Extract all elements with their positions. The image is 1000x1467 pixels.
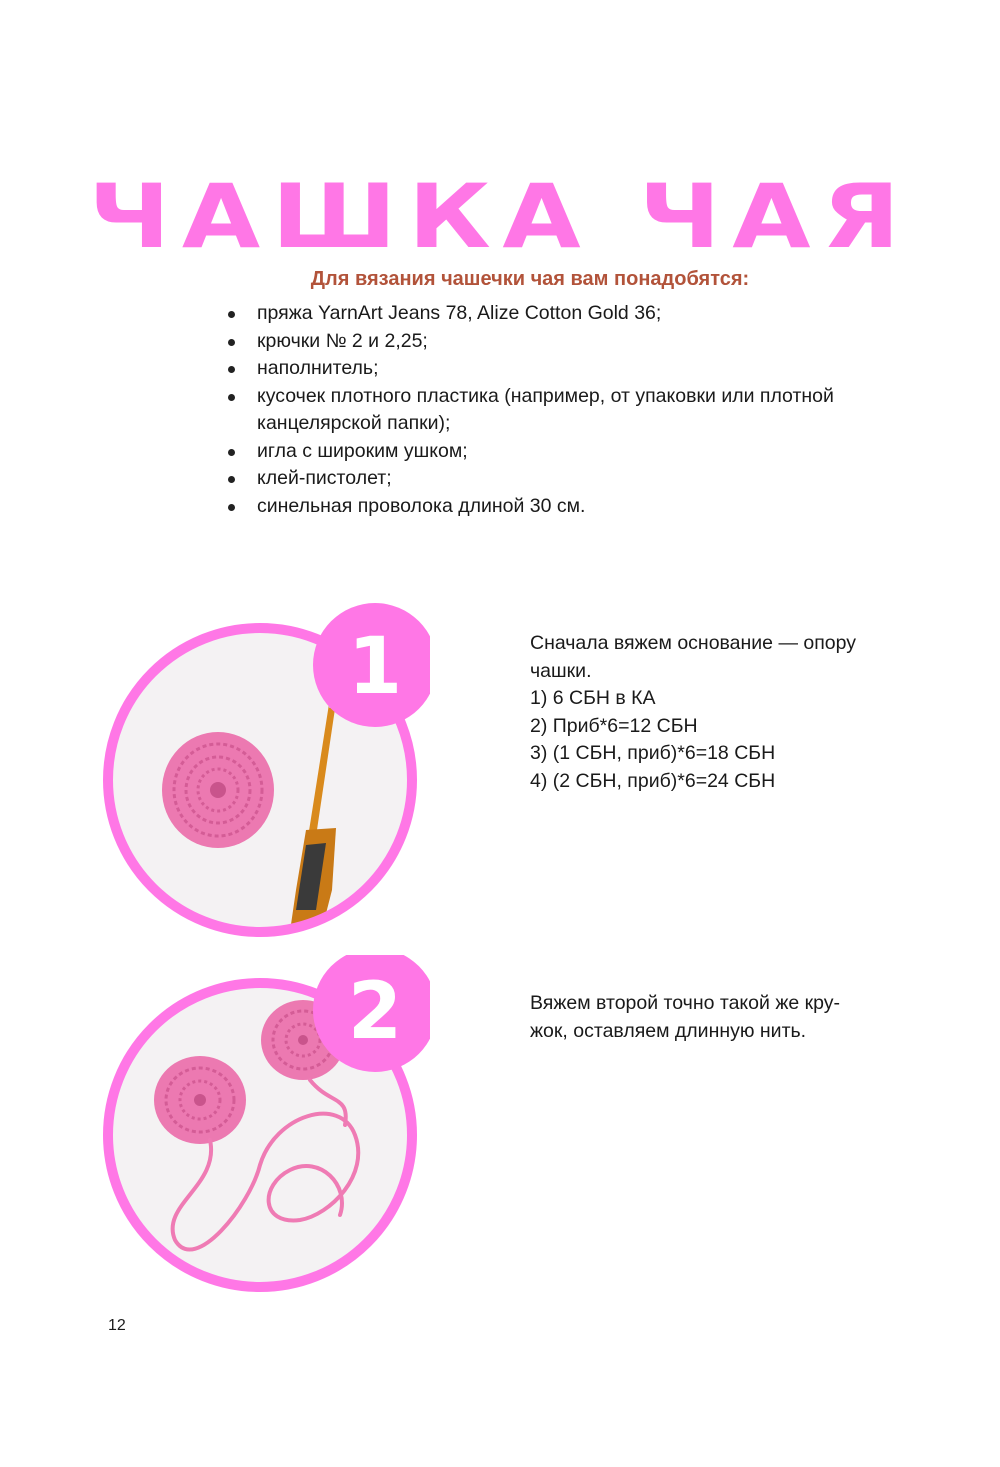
step-2-photo bbox=[100, 955, 430, 1300]
crochet-circle-image bbox=[154, 1056, 246, 1144]
materials-list bbox=[225, 300, 845, 520]
crochet-circle-image bbox=[162, 732, 274, 848]
page-title: ЧАШКА ЧАЯ bbox=[88, 165, 912, 268]
step-1-line: Сначала вяжем основание — опору bbox=[530, 632, 856, 654]
step-2-text bbox=[530, 990, 950, 1045]
step-1-text bbox=[530, 630, 950, 795]
list-item: клей-пистолет; bbox=[225, 465, 845, 493]
materials-heading: Для вязания чашечки чая вам понадобятся: bbox=[310, 268, 750, 290]
list-item: пряжа YarnArt Jeans 78, Alize Cotton Gold 36; bbox=[225, 300, 845, 328]
list-item: игла с широким ушком; bbox=[225, 438, 845, 466]
list-item: синельная проволока длиной 30 см. bbox=[225, 493, 845, 521]
step-1-line: 4) (2 СБН, приб)*6=24 СБН bbox=[530, 769, 776, 792]
step-1-number: 1 bbox=[347, 622, 403, 712]
step-1-line: 3) (1 СБН, приб)*6=18 СБН bbox=[530, 742, 776, 764]
step-1-photo bbox=[100, 600, 430, 945]
step-1-line: 2) Приб*6=12 СБН bbox=[530, 714, 698, 737]
page-number: 12 bbox=[108, 1317, 126, 1334]
step-1-line: чашки. bbox=[530, 659, 592, 682]
step-1-line: 1) 6 СБН в КА bbox=[530, 687, 656, 709]
list-item: крючки № 2 и 2,25; bbox=[225, 328, 845, 356]
list-item: наполнитель; bbox=[225, 355, 845, 383]
step-2-line: жок, оставляем длинную нить. bbox=[530, 1019, 807, 1042]
step-2-line: Вяжем второй точно такой же кру- bbox=[530, 992, 841, 1014]
step-2-number: 2 bbox=[347, 967, 403, 1057]
list-item: кусочек плотного пластика (например, от упаковки или плотной канцелярской папки); bbox=[225, 383, 845, 438]
